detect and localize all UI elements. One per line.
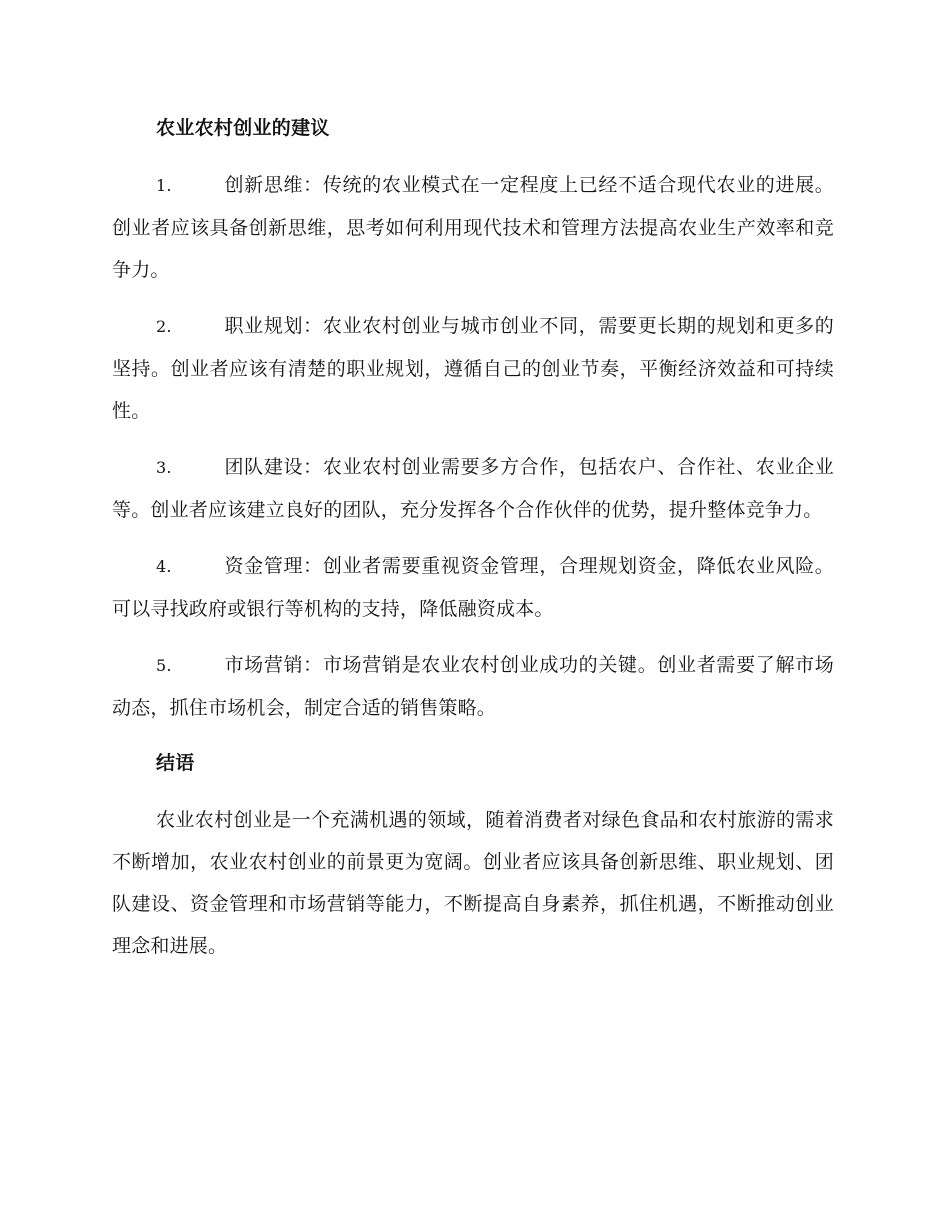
conclusion-paragraph: 农业农村创业是一个充满机遇的领域，随着消费者对绿色食品和农村旅游的需求不断增加，农业农村创业的前景更为宽阔。创业者应该具备创新思维、职业规划、团队建设、资金管理和市场营销等能力，不断提高自身素养，抓住机遇，不断推动创业理念和进展。 [112,809,834,957]
list-item-number: 2. [156,317,172,336]
list-item-number: 4. [156,557,172,576]
list-item-number: 3. [156,458,172,477]
list-item-number: 1. [156,176,172,195]
list-item-number: 5. [156,656,172,675]
list-item [112,545,834,630]
list-item-text: 职业规划：农业农村创业与城市创业不同，需要更长期的规划和更多的坚持。创业者应该有清楚的职业规划，遵循自己的创业节奏，平衡经济效益和可持续性。 [112,315,834,422]
list-item-text: 创新思维：传统的农业模式在一定程度上已经不适合现代农业的进展。创业者应该具备创新思维，思考如何利用现代技术和管理方法提高农业生产效率和竞争力。 [112,174,834,281]
list-item-text: 团队建设：农业农村创业需要多方合作，包括农户、合作社、农业企业等。创业者应该建立良好的团队，充分发挥各个合作伙伴的优势，提升整体竞争力。 [112,456,834,521]
list-item [112,446,834,531]
list-item-text: 资金管理：创业者需要重视资金管理，合理规划资金，降低农业风险。可以寻找政府或银行等机构的支持，降低融资成本。 [112,555,834,620]
list-item [112,305,834,432]
document-content [112,108,834,967]
list-item-text: 市场营销：市场营销是农业农村创业成功的关键。创业者需要了解市场动态，抓住市场机会，制定合适的销售策略。 [112,654,834,719]
conclusion-heading: 结语 [156,752,195,774]
list-item [112,644,834,729]
section-heading: 农业农村创业的建议 [156,117,330,139]
list-item [112,164,834,291]
